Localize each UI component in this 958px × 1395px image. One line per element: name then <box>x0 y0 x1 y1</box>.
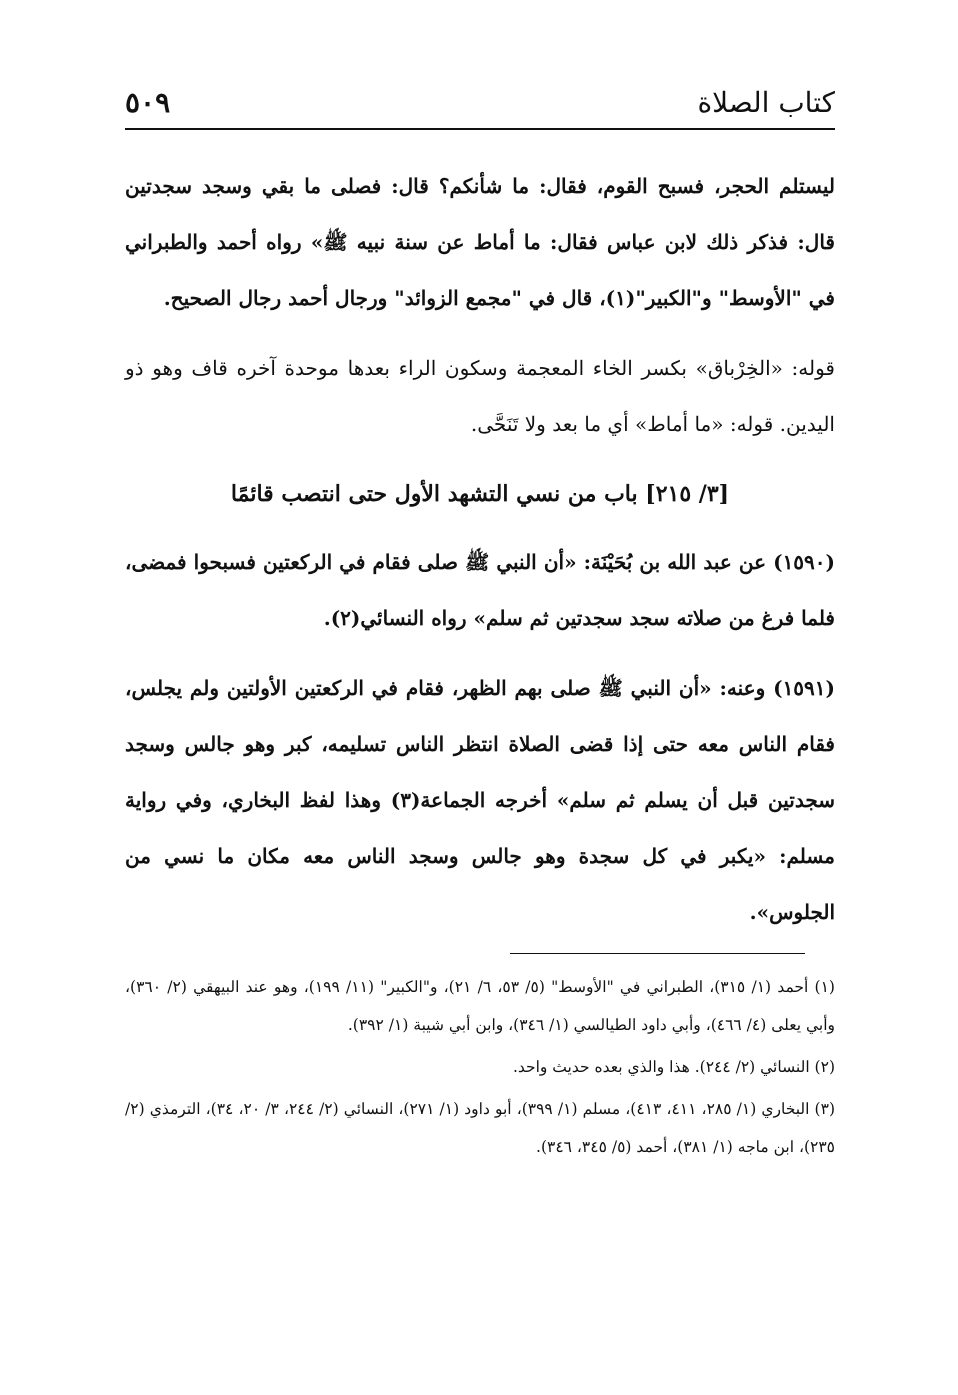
footnote-1: (١) أحمد (١/ ٣١٥)، الطبراني في "الأوسط" (٥/ ٥٣، ٦/ ٢١)، و"الكبير" (١١/ ١٩٩)، وهو عند البيهقي (٢/ ٣٦٠)، وأبي يعلى (٤/ ٤٦٦)، وأبي داود الطيالسي (١/ ٣٤٦)، وابن أبي شيبة (١/ ٣٩٢). <box>125 978 835 1034</box>
section-heading: [٣/ ٢١٥] باب من نسي التشهد الأول حتى انتصب قائمًا <box>230 481 730 507</box>
hadith-1591: (١٥٩١) وعنه: «أن النبي ﷺ صلى بهم الظهر، فقام في الركعتين الأولتين ولم يجلس، فقام الناس معه حتى إذا قضى الصلاة انتظر الناس تسليمه، كبر وهو جالس وسجد سجدتين قبل أن يسلم ثم سلم» أخرجه الجماعة(٣) وهذا لفظ البخاري، وفي رواية مسلم: «يكبر في كل سجدة وهو جالس وسجد الناس معه مكان ما نسي من الجلوس». <box>125 676 835 924</box>
chapter-title: كتاب الصلاة <box>697 86 835 119</box>
main-text <box>125 158 835 940</box>
footnotes <box>125 968 835 1170</box>
paragraph-hadith-continuation: ليستلم الحجر، فسبح القوم، فقال: ما شأنكم؟ قال: فصلى ما بقي وسجد سجدتين قال: فذكر ذلك لابن عباس فقال: ما أماط عن سنة نبيه ﷺ» رواه أحمد والطبراني في "الأوسط" و"الكبير"(١)، قال في "مجمع الزوائد" ورجال أحمد رجال الصحيح. <box>125 174 835 310</box>
footnote-separator <box>510 953 805 954</box>
page-header <box>125 82 835 132</box>
footnote-2: (٢) النسائي (٢/ ٢٤٤). هذا والذي بعده حديث واحد. <box>512 1058 835 1076</box>
header-rule <box>125 128 835 130</box>
paragraph-commentary: قوله: «الخِرْباق» بكسر الخاء المعجمة وسكون الراء بعدها موحدة آخره قاف وهو ذو اليدين. قوله: «ما أماط» أي ما بعد ولا تَنَحَّى. <box>125 356 835 436</box>
hadith-1590: (١٥٩٠) عن عبد الله بن بُحَيْنَة: «أن النبي ﷺ صلى فقام في الركعتين فسبحوا فمضى، فلما فرغ من صلاته سجد سجدتين ثم سلم» رواه النسائي(٢). <box>125 550 835 630</box>
page-number: ٥٠٩ <box>125 86 171 119</box>
footnote-3: (٣) البخاري (١/ ٢٨٥، ٤١١، ٤١٣)، مسلم (١/ ٣٩٩)، أبو داود (١/ ٢٧١)، النسائي (٢/ ٢٤٤، ٣/ ٢٠، ٣٤)، الترمذي (٢/ ٢٣٥)، ابن ماجه (١/ ٣٨١)، أحمد (٥/ ٣٤٥، ٣٤٦). <box>125 1100 835 1156</box>
